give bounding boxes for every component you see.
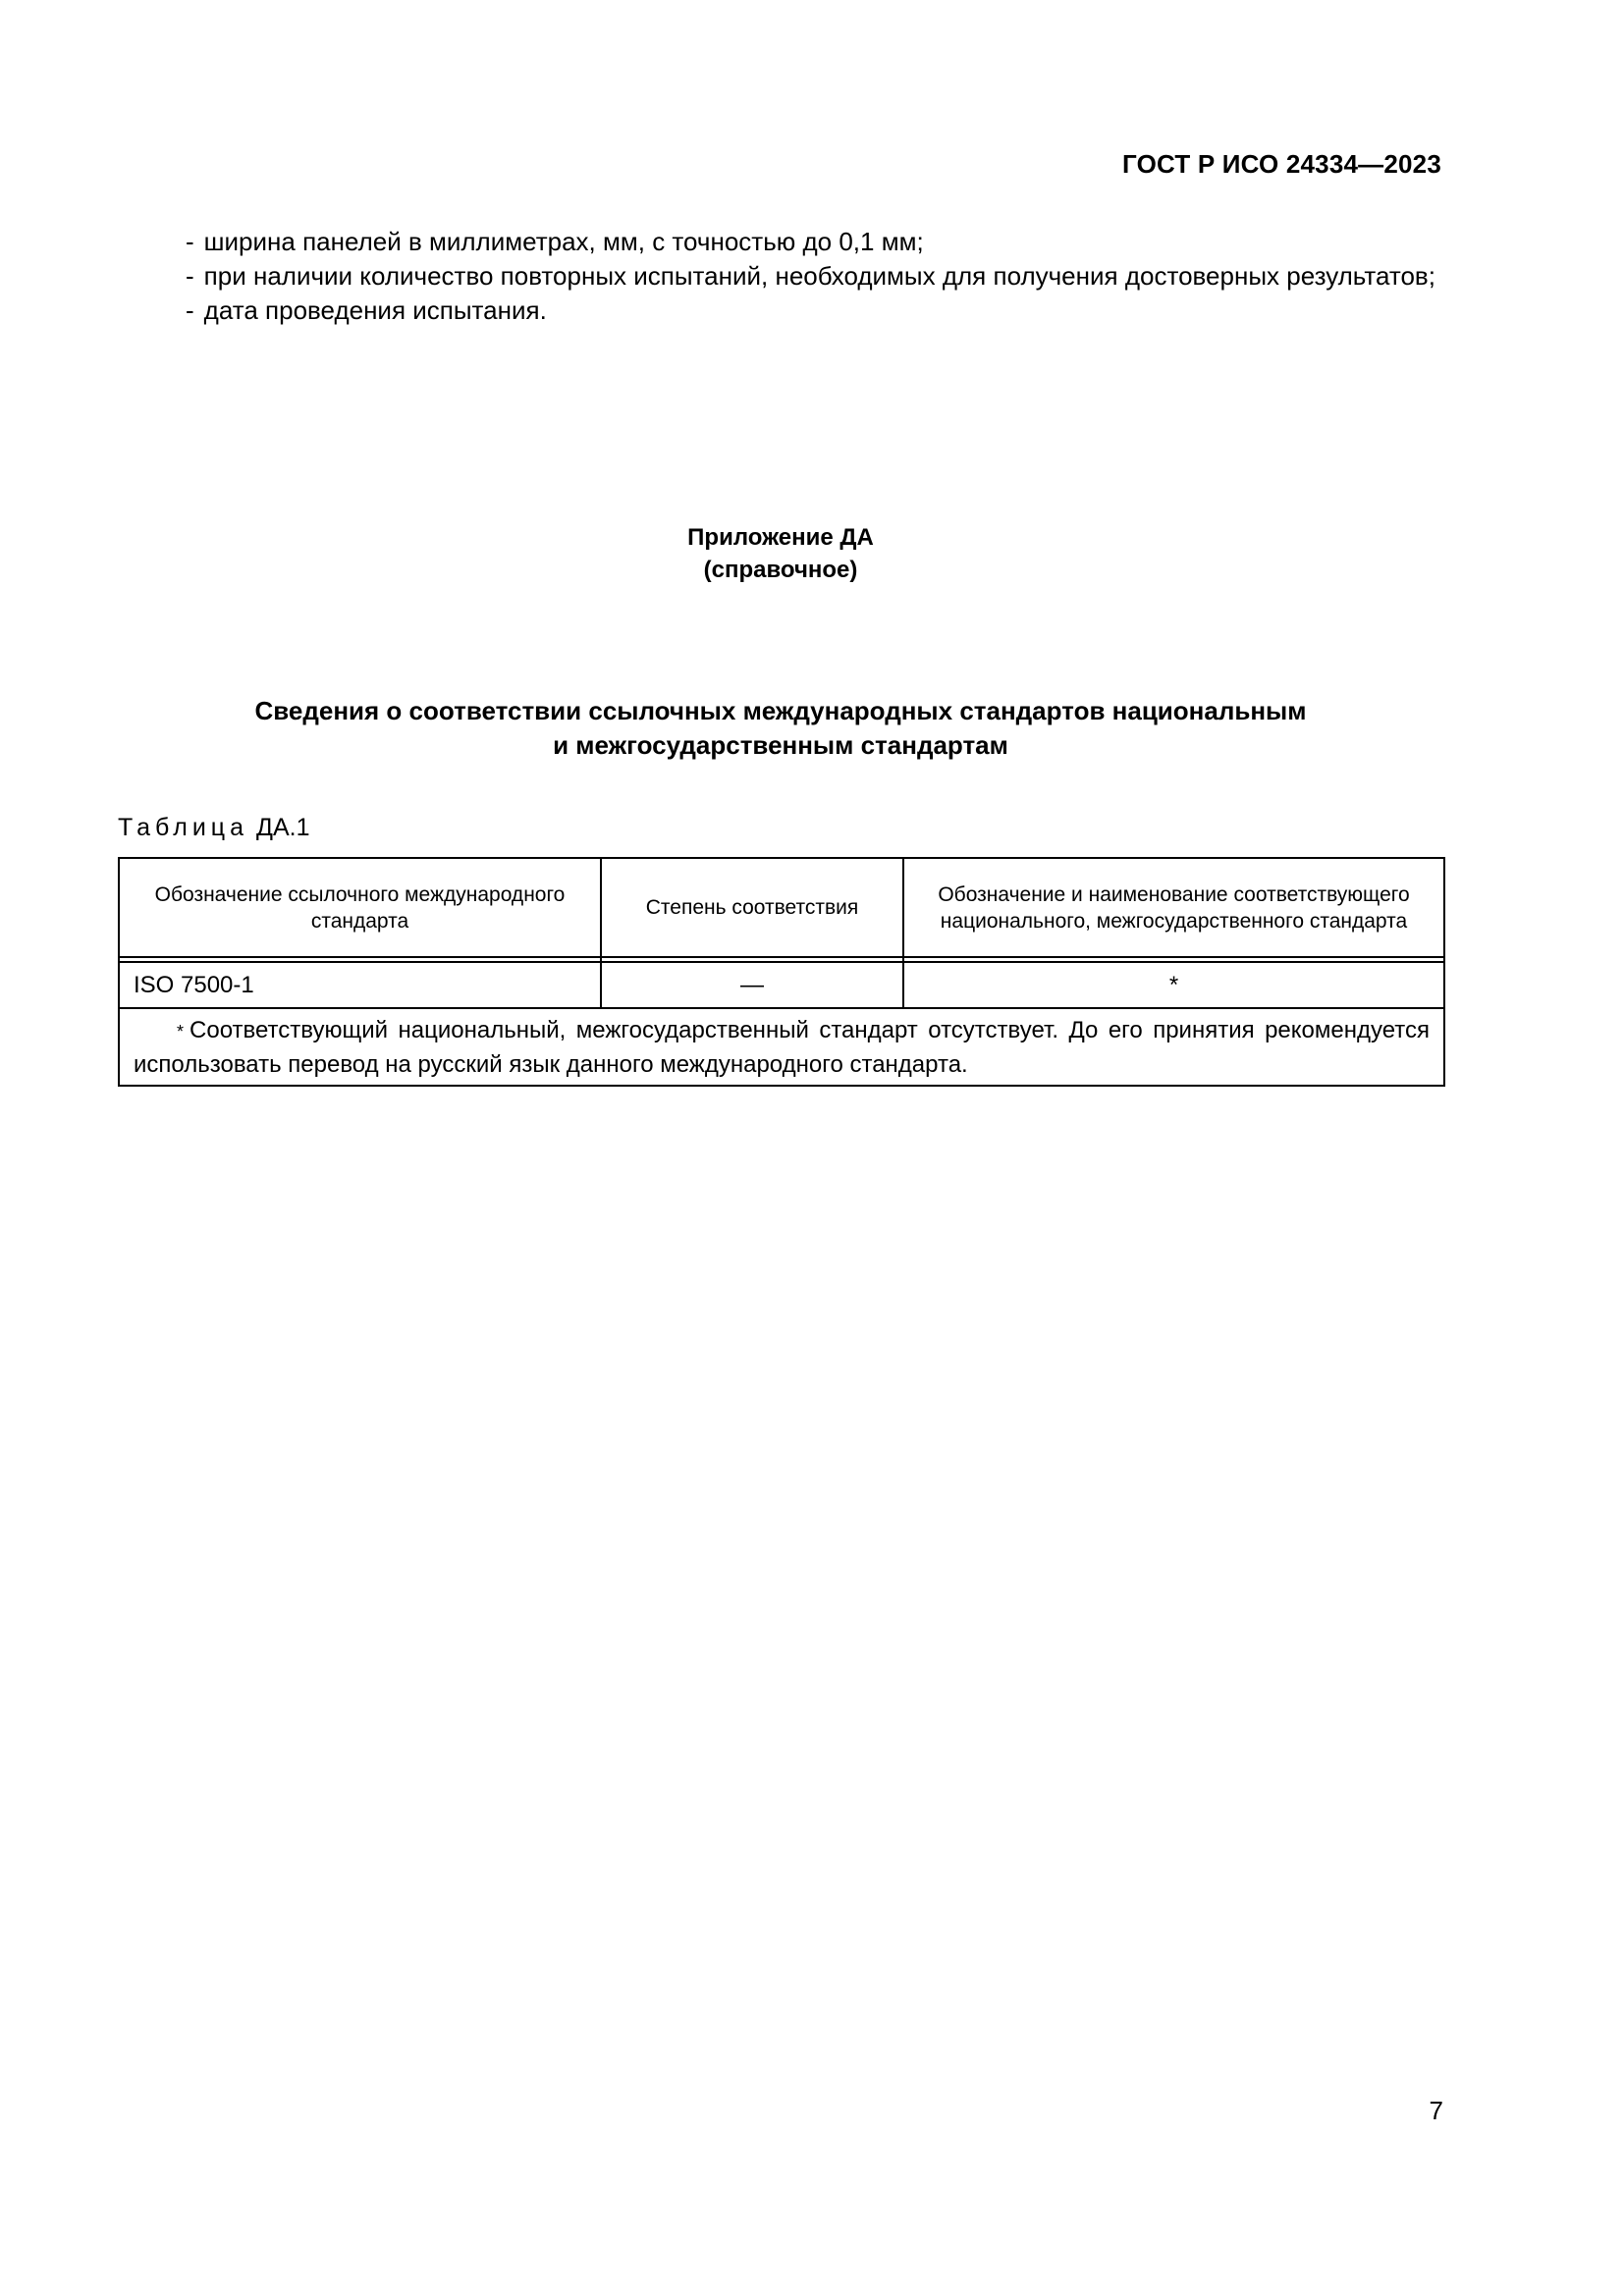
note-star: * bbox=[177, 1021, 185, 1041]
note-text: Соответствующий национальный, межгосударственный стандарт отсутствует. До его принятия рекомендуется использовать перевод на русский язык данного международного стандарта. bbox=[134, 1016, 1430, 1078]
table-note-cell bbox=[119, 1008, 1444, 1086]
requirements-list bbox=[118, 225, 1441, 328]
table-note bbox=[134, 1014, 1430, 1081]
appendix-heading bbox=[0, 521, 1561, 586]
table-cell-standard: ISO 7500-1 bbox=[119, 962, 601, 1008]
table-header-cell: Обозначение и наименование соответствующего национального, межгосударственного стандарта bbox=[903, 858, 1444, 957]
section-title-line-2: и межгосударственным стандартам bbox=[553, 730, 1008, 760]
table-note-row bbox=[119, 1008, 1444, 1086]
table-cell-degree: — bbox=[601, 962, 903, 1008]
standards-table bbox=[118, 857, 1445, 1087]
appendix-subtitle: (справочное) bbox=[703, 557, 858, 583]
table-caption-word: Таблица bbox=[118, 814, 249, 841]
list-item bbox=[118, 225, 1441, 259]
list-item-text: дата проведения испытания. bbox=[203, 295, 547, 325]
table-row bbox=[119, 962, 1444, 1008]
appendix-title: Приложение ДА bbox=[687, 524, 874, 551]
list-item bbox=[118, 294, 1441, 328]
list-item-text: при наличии количество повторных испытаний, необходимых для получения достоверных результатов; bbox=[203, 261, 1435, 291]
section-title-line-1: Сведения о соответствии ссылочных международных стандартов национальным bbox=[254, 696, 1307, 725]
table-caption-number: ДА.1 bbox=[256, 814, 310, 841]
list-dash: - bbox=[186, 261, 194, 291]
document-code: ГОСТ Р ИСО 24334—2023 bbox=[1121, 149, 1441, 179]
list-dash: - bbox=[186, 295, 194, 325]
section-title bbox=[0, 694, 1561, 763]
table-header-row bbox=[119, 858, 1444, 957]
list-item bbox=[118, 259, 1441, 294]
list-dash: - bbox=[186, 227, 194, 256]
page-number: 7 bbox=[1429, 2096, 1443, 2125]
list-item-text: ширина панелей в миллиметрах, мм, с точностью до 0,1 мм; bbox=[203, 227, 924, 256]
table-header-cell: Обозначение ссылочного международного стандарта bbox=[119, 858, 601, 957]
table-cell-national: * bbox=[903, 962, 1444, 1008]
table-caption bbox=[118, 814, 310, 842]
table-header-cell: Степень соответствия bbox=[601, 858, 903, 957]
